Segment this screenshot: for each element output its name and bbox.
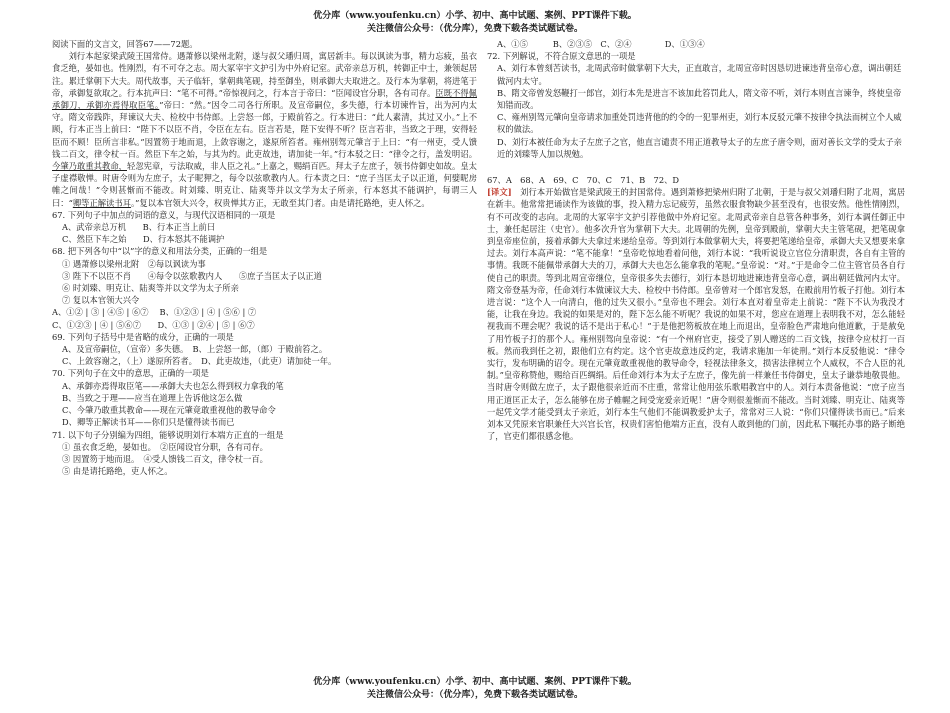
question-70-option-d: D、卿等正解读书耳——你们只是懂得读书而已 [62, 417, 235, 428]
question-68-item-row: ⑦ 复以本官领大兴令 [62, 295, 140, 306]
reading-intro: 阅读下面的文言文，回答67——72题。 [52, 39, 198, 49]
question-69-options-ab: A、及宣帝嗣位，（宣帝）多失德。 B、上尝怒一郎，（郎）于殿前笞之。 [62, 344, 328, 355]
question-69: 69. 下列句子括号中是省略的成分，正确的一项是 [52, 331, 234, 342]
underlined-sentence-3: 卿等正解读书耳 [72, 197, 131, 208]
question-71-options: A、①⑤ B、②③⑤ C、②④ D、①③④ [497, 39, 705, 49]
passage-part-5: 。”复以本官领大兴令，权贵惮其方正，无敢至其门者。由是请托路绝，吏人怀之。 [130, 197, 430, 208]
answer-key: 67、A 68、A 69、C 70、C 71、B 72、D [487, 175, 680, 186]
page-footer [0, 676, 950, 702]
question-69-options-cd: C、上敛容谢之，（上）遂原所笞者。 D、此吏故违，（此吏）请加徒一年。 [62, 356, 337, 367]
question-72-option-a: A、刘行本曾刻苦读书，北周武帝时做掌朝下大夫，正直敢言，北周宣帝时因恳切进谏违背皇帝心意，调出朝廷做河内太守。 [497, 63, 902, 86]
passage-part-2: 帝惊视问之，行本言于帝曰：“臣闻设官分职，各有司存。 [222, 87, 436, 98]
left-column [52, 38, 477, 477]
question-72-option-b: B、隋文帝曾发怒鞭打一郎官，刘行本先是进言不该加此笞罚此人，隋文帝不听，刘行本则直言谏争，终使皇帝知错而改。 [497, 87, 902, 111]
question-70: 70. 下列句子在文中的意思，正确的一项是 [52, 368, 209, 379]
question-71-item-row: ③ 因置笏于地而退。 ④受人馈钱二百文，律令杖一百。 [62, 453, 268, 464]
footer-line-1: 优分库（www.youfenku.cn）小学、初中、高中试题、案例、PPT课件下载。 [313, 677, 637, 687]
question-68-item-row: ⑥ 时刘臻、明克让、陆爽等并以文学为太子所亲 [62, 283, 239, 294]
question-68-item-row: ① 遇萧修以梁州北附 ②每以讽读为事 [62, 258, 206, 269]
question-70-option-a: A、承御亦焉得取臣笔——承御大夫也怎么得到权力拿我的笔 [62, 380, 284, 391]
question-67-options-ab: A、武帝亲总万机 B、行本正当上前曰 [62, 222, 216, 233]
question-68: 68. 把下列各句中“以”字的意义和用法分类，正确的一组是 [52, 246, 268, 257]
question-67: 67. 下列句子中加点的词语的意义，与现代汉语相同的一项是 [52, 209, 276, 220]
question-71-item-row: ① 虽衣食乏绝，晏如也。 ②臣闻设官分职，各有司存。 [62, 441, 268, 452]
passage-part-3: ”帝曰：“然。”因令二司各行所职。及宣帝嗣位，多失德，行本切谏忤旨，出为河内太守。隋文帝践阼，拜谏议大夫、检校中书侍郎。上尝怒一郎，于殿前笞之。行本进曰：“此人素清，其过又小。”上不顾，行本正当上前曰：“陛下不以臣不肖，令臣在左右。臣言若是，陛下安得不听？臣言若非，当致之于理，安得轻臣而不顾！臣所言非私。”因置笏于地而退，上敛容谢之，遂原所笞者。雍州别驾元肇言于上曰：“有一州吏，受人馈钱二百文，律令杖一百。然臣下车之始，与其为约。此吏故违，请加徒一年。”行本驳之曰：“律令之行，盖发明诏。 [52, 100, 477, 159]
translation-paragraph [487, 186, 905, 442]
passage-quote-1: “笔不可得。” [176, 87, 223, 98]
underlined-sentence-2: 今肇乃敢重其教命， [52, 161, 127, 172]
header-line-2: 关注微信公众号：（优分库），免费下载各类试题试卷。 [366, 24, 583, 34]
passage-part-1: 刘行本起家梁武陵王国常侍。遇萧修以梁州北附，遂与叔父璠归周，寓居新丰。每以讽读为事，精力忘疲，虽衣食乏绝，晏如也。性刚烈，有不可夺之志。周大冢宰宇文护引为中外府记室。武帝亲总万机，转御正中士，兼领起居注。累迁掌朝下大夫。周代故事，天子临轩，掌朝典笔砚，持至御坐，则承御大夫取进之。及行本为掌朝，将进笔于帝，承御复欲取之。行本抗声曰： [52, 51, 477, 98]
question-72-option-c: C、雍州别驾元肇向皇帝请求加重处罚违背他的约令的一犯罪州吏，刘行本反驳元肇不按律令执法而树立个人威权的做法。 [497, 112, 902, 135]
translation-tag: [译文] [487, 187, 512, 198]
footer-line-2: 关注微信公众号：（优分库），免费下载各类试题试卷。 [366, 690, 583, 700]
header-line-1: 优分库（www.youfenku.cn）小学、初中、高中试题、案例、PPT课件下载。 [313, 11, 637, 21]
question-70-option-b: B、当致之于理——应当在道理上告诉他这怎么做 [62, 392, 243, 403]
passage-part-4: 轻忽宪章，亏法取威，非人臣之礼。”上嘉之，赐绢百匹。拜太子左庶子，领书侍御史如故。皇太子虚襟敬惮。时唐令则为左庶子，太子昵狎之，每令以弦歌教内人。行本责之曰：“庶子当匡太子以正道，何嬖昵房帷之间哉！”令则甚惭而不能改。时刘臻、明克让、陆爽等并以文学为太子所亲，行本怒其不能调护，每谓三人曰：“ [52, 161, 477, 208]
question-67-options-cd: C、然臣下车之始 D、行本怒其不能调护 [62, 234, 225, 245]
question-71-item-row: ⑤ 由是请托路绝，吏人怀之。 [62, 466, 173, 477]
question-71: 71. 以下句子分别编为四组，能够说明刘行本端方正直的一组是 [52, 429, 284, 440]
question-70-option-c: C、今肇乃敢重其教命——现在元肇竟敢重视他的教导命令 [62, 405, 276, 416]
question-72: 72. 下列解说，不符合原文意思的一项是 [487, 51, 636, 62]
spacer [487, 160, 905, 174]
question-68-options: C、①②③ | ④ | ⑤⑥⑦ D、①③ | ②④ | ⑤ | ⑥⑦ [52, 319, 255, 330]
classical-passage [52, 50, 477, 209]
page-header [0, 10, 950, 36]
question-68-options: A、①② | ③ | ④⑤ | ⑥⑦ B、①②③ | ④ | ⑤⑥ | ⑦ [52, 307, 257, 318]
question-72-option-d: D、刘行本被任命为太子左庶子之官，他直言谴责不用正道教导太子的左庶子唐令则，面对善长文学的受太子亲近的刘臻等人加以规勉。 [497, 136, 902, 159]
translation-text: 刘行本开始做官是梁武陵王的封国常侍。遇到萧修把梁州归附了北朝，于是与叔父刘璠归附了北周，寓居在新丰。他常常把诵读作为该做的事，投入精力忘记疲劳，虽然衣服食物缺少甚至没有，也很安然。他性情刚烈，有不可改变的志向。北周的大冢宰宇文护引荐他做中外府记室。北周武帝亲自总管各种事务，刘行本调任御正中士，兼任起居注（史官）。他多次升官为掌朝下大夫。北周朝的先例，皇帝到殿前，掌朝大夫主管笔砚，把笔砚拿到皇帝座位前，接着承御大夫拿过来递给皇帝。等到刘行本做掌朝大夫，将要把笔递给皇帝，承御大夫又想要来拿过去。刘行本高声说：“笔不能拿！”皇帝吃惊地看着问他，刘行本说：“我听说设立官位分清职责，各自有主管的事情。我既不能佩带承御大夫的刀，承御大夫也怎么能拿我的笔呢。”皇帝说：“对。”于是命令二位主管官员各自行使自己的职责。等到北周宣帝继位，皇帝很多失去德行，刘行本恳切地进谏违背皇帝心意，调出朝廷做河内太守。隋文帝登基为帝，任命刘行本做谏议大夫、检校中书侍郎。皇帝曾对一个郎官发怒，在殿前用竹板子打他。刘行本进言说：“这个人一向清白，他的过失又很小。”皇帝也不理会。刘行本直对着皇帝走上前说：“陛下不认为我没才能，让我在身边。我说的如果是对的，陛下怎么能不听呢？我说的如果不对，您应在道理上表明我不对，怎么能轻视我而不理会呢？我说的话不是出于私心！”于是他把笏板放在地上而退出，皇帝脸色严肃地向他道歉，于是赦免了用竹板子打的那个人。雍州别驾向皇帝说：“有一个州府官吏，接受了别人赠送的二百文钱，按律令应杖打一百板。然而我到任之初，跟他们立有约定。这个官吏故意违反约定，我请求施加一年徒刑。”刘行本反驳他说：“律令实行，发布明确的诏令。现在元肇竟敢重视他的教导命令，轻视法律条文，损害法律树立个人威权，不合人臣的礼制。”皇帝称赞他，赐给百匹绸绢。后任命刘行本为太子左庶子，像先前一样兼任书侍御史，皇太子谦恭地敬畏他。当时唐令则做左庶子，太子跟他很亲近而不庄重，常常让他用弦乐歌唱教宫中的人。刘行本责备他说：“庶子应当用正道匡正太子，怎么能够在房子帷幄之间受宠爱亲近呢！”唐令则很羞惭而不能改。当时刘臻、明克让、陆爽等一起凭文学才能受到太子亲近，刘行本生气他们不能调教爱护太子，常常对三人说：“你们只懂得读书而已。”后来刘本又凭原来官职兼任大兴宫长官，权贵们害怕他端方正直，没有人敢到他的门前，因此私下嘱托办事的路子断绝了，官吏们都很感念他。 [487, 187, 905, 442]
question-68-item-row: ③ 陛下不以臣不肖 ④每令以弦歌教内人 ⑤庶子当匡太子以正道 [62, 270, 322, 281]
underlined-sentence-1: 臣既不得佩承御刀，承御亦焉得取臣笔。 [52, 87, 477, 111]
right-column [487, 38, 905, 443]
